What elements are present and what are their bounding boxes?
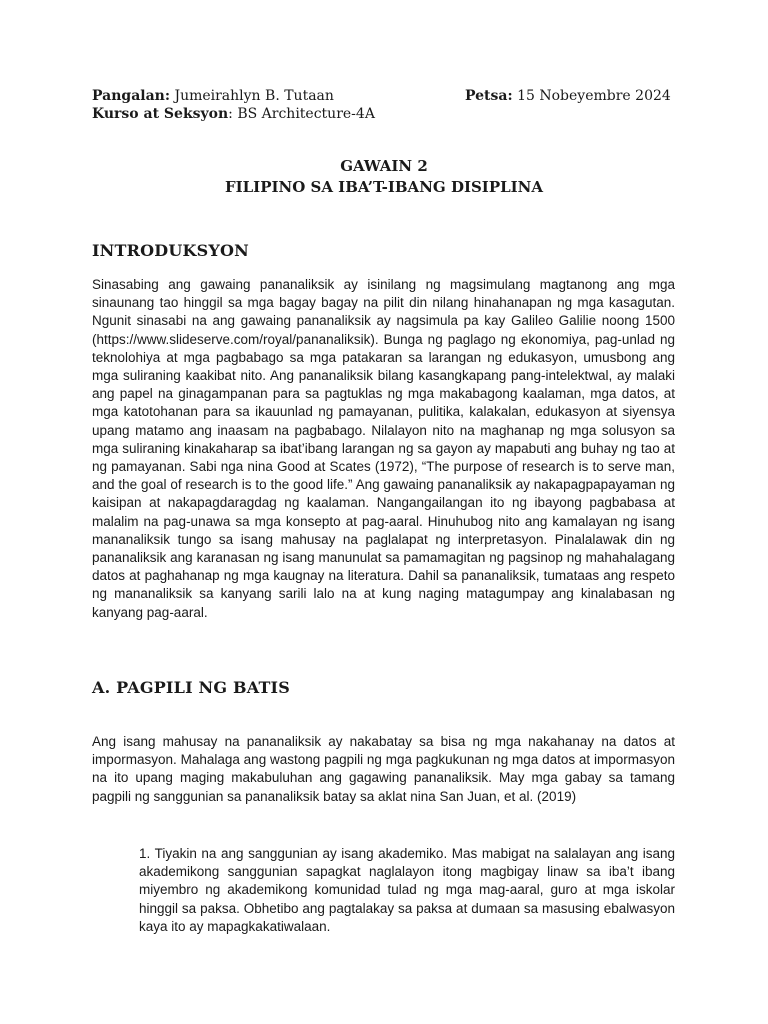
course-line: [92, 105, 375, 123]
section-a-heading: A. PAGPILI NG BATIS: [92, 678, 290, 697]
activity-title: GAWAIN 2: [340, 157, 428, 175]
course-label: Kurso at Seksyon: [92, 106, 229, 122]
course-value: : BS Architecture-4A: [228, 106, 375, 122]
name-label: Pangalan:: [92, 88, 170, 104]
list-item: 1. Tiyakin na ang sanggunian ay isang akademiko. Mas mabigat na salalayan ang isang akademikong sanggunian sapagkat naglalayon itong magbigay linaw sa iba’t ibang miyembro ng akademikong komunidad tulad ng mga mag-aaral, guro at mga iskolar hinggil sa paksa. Obhetibo ang pagtalakay sa paksa at dumaan sa masusing ebalwasyon kaya ito ay mapagkakatiwalaan.: [139, 846, 675, 934]
name-line: [92, 87, 334, 105]
introduction-paragraph: Sinasabing ang gawaing pananaliksik ay isinilang ng magsimulang magtanong ang mga sinaunang tao hinggil sa mga bagay bagay na pilit din nilang hinahanapan ng mga kasagutan. Ngunit sinasabi na ang gawaing pananaliksik ay nagsimula pa kay Galileo Galilie noong 1500 (https://www.slideserve.com/royal/pananaliksik). Bunga ng paglago ng ekonomiya, pag-unlad ng teknolohiya at mga pagbabago sa mga patakaran sa larangan ng edukasyon, umusbong ang mga suliraning kaakibat nito. Ang pananaliksik bilang kasangkapang pang-intelektwal, ay malaki ang papel na ginagampanan para sa pagtuklas ng mga makabagong kaalaman, mga datos, at mga katotohanan para sa ikauunlad ng pamayanan, pulitika, kalakalan, edukasyon at siyensya upang matamo ang inaasam na pagbabago. Nilalayon nito na maghanap ng mga solusyon sa mga suliraning kinakaharap sa ibat’ibang larangan ng sa gayon ay mapabuti ang buhay ng tao at ng pamayanan. Sabi nga nina Good at Scates (1972), “The purpose of research is to serve man, and the goal of research is to the good life.” Ang gawaing pananaliksik ay nakapagpapayaman ng kaisipan at nakapagdaragdag ng kaalaman. Nangangailangan ito ng ibayong pagbabasa at malalim na pag-unawa sa mga konsepto at pag-aaral. Hinuhubog nito ang kamalayan ng isang mananaliksik tungo sa isang mahusay na paglalapat ng interpretasyon. Pinalalawak din ng pananaliksik ang karanasan ng isang manunulat sa pamamagitan ng pagsinop ng mahahalagang datos at paghahanap ng mga kaugnay na literatura. Dahil sa pananaliksik, tumataas ang respeto ng mananaliksik sa kanyang sarili lalo na at kung naging matagumpay ang kinalabasan ng kanyang pag-aaral.: [92, 277, 675, 620]
date-line: [465, 87, 671, 105]
section-a-paragraph: Ang isang mahusay na pananaliksik ay nakabatay sa bisa ng mga nakahanay na datos at impormasyon. Mahalaga ang wastong pagpili ng mga pagkukunan ng mga datos at impormasyon na ito upang maging makabuluhan ang gagawing pananaliksik. May mga gabay sa tamang pagpili ng sanggunian sa pananaliksik batay sa aklat nina San Juan, et al. (2019): [92, 734, 675, 804]
name-value: Jumeirahlyn B. Tutaan: [170, 88, 334, 104]
date-label: Petsa:: [465, 88, 513, 104]
date-value: 15 Nobeyembre 2024: [512, 88, 671, 104]
document-title: FILIPINO SA IBA’T-IBANG DISIPLINA: [224, 178, 544, 196]
introduction-heading: INTRODUKSYON: [92, 241, 249, 260]
